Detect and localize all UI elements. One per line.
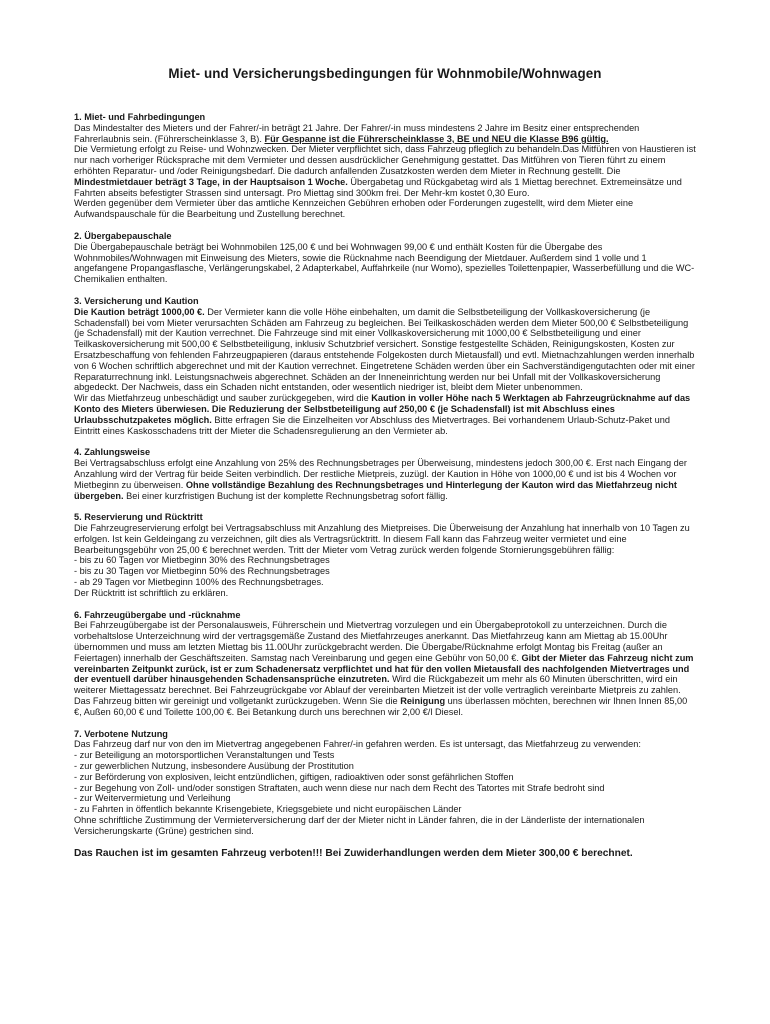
text-run: Übergabetag und Rückgabetag wird als 1 Miettag berechnet. Extremeinsätze und Fahrten abseits befestigter Strassen sind untersagt. Pro Miettag sind 300km frei. Der Mehr-km kostet 0,30 Euro. (74, 176, 682, 198)
section-6 (74, 610, 696, 718)
text-run: - zur gewerblichen Nutzung, insbesondere Ausübung der Prostitution (74, 761, 354, 772)
text-run: Die Kaution beträgt 1000,00 €. (74, 306, 205, 317)
paragraph (74, 458, 696, 501)
text-run: - zur Beteiligung an motorsportlichen Veranstaltungen und Tests (74, 750, 335, 761)
paragraph (74, 793, 696, 804)
text-run: Der Vermieter kann die volle Höhe einbehalten, um damit die Selbstbeteiligung der Vollkaskoversicherung (je Schadensfall) bei vom Mieter verursachten Schäden am Fahrzeug zu begleichen. Bei Teilkaskoschäden werden dem Mieter 500,00 € Selbstbeteiligung (je Schadensfall) mit der Kaution verrechnet. Die Fahrzeuge sind mit einer Vollkaskoversicherung mit 1000,00 € Selbstbeteiligung und einer Teilkaskoversicherung mit 500,00 € Selbstbeteiligung, inklusiv Schutzbrief versichert. Sonstige festgestellte Schäden, Reinigungskosten, Kosten zur Ersatzbeschaffung von fehlenden Fahrzeugpapieren (daraus entstehende Folgekosten durch Mietausfall) und evtl. Mietnachzahlungen werden innerhalb von 6 Wochen schriftlich abgerechnet und mit der Kaution verrechnet. Eingetretene Schäden werden über ein Sachverständigengutachten oder mit einer Reparaturrechnung inkl. Leistungsnachweis abgerechnet. Schäden an der Inneneinrichtung werden nur bei Unfall mit der Vollkaskoversicherung abgedeckt. Der Nachweis, dass ein Schaden nicht entstanden, oder wesentlich niedriger ist, bleibt dem Mieter unbenommen. (74, 306, 695, 393)
text-run: Bei einer kurzfristigen Buchung ist der komplette Rechnungsbetrag sofort fällig. (123, 490, 448, 501)
paragraph (74, 739, 696, 750)
text-run: Kaution in voller Höhe nach 5 Werktagen ab Fahrzeugrücknahme auf das Konto des Mieters überwiesen. Die Reduzierung der Selbstbeteiligung auf 250,00 € (je Schadensfall) ist mit Abschluss eines Urlaubsschutzpaketes möglich. (74, 393, 691, 425)
paragraph (74, 577, 696, 588)
paragraph (74, 566, 696, 577)
text-run: Für Gespanne ist die Führerscheinklasse 3, BE und NEU die Klasse B96 gültig. (264, 133, 609, 144)
text-run: Die Fahrzeugreservierung erfolgt bei Vertragsabschluss mit Anzahlung des Mietpreises. Die Überweisung der Anzahlung hat innerhalb von 10 Tagen zu erfolgen. Ist kein Geldeingang zu verzeichnen, gilt dies als Vertragsrücktritt. In diesem Fall kann das Fahrzeug weiter vermietet und eine Bearbeitungsgebühr von 25,00 € berechnet werden. Tritt der Mieter vom Vetrag zurück werden folgende Stornierungsgebühren fällig: (74, 523, 690, 555)
paragraph (74, 696, 696, 718)
text-run: - zur Beförderung von explosiven, leicht entzündlichen, giftigen, radioaktiven oder sonst gefährlichen Stoffen (74, 771, 514, 782)
paragraph (74, 620, 696, 696)
section-heading: 6. Fahrzeugübergabe und -rücknahme (74, 609, 241, 620)
text-run: - zu Fahrten in öffentlich bekannte Krisengebiete, Kriegsgebiete und nicht europäischen Länder (74, 804, 462, 815)
section-heading: 1. Miet- und Fahrbedingungen (74, 112, 206, 122)
section-heading: 7. Verbotene Nutzung (74, 728, 168, 739)
text-run: Wird die Rückgabezeit um mehr als 60 Minuten überschritten, wird ein weiterer Miettagessatz berechnet. Bei Fahrzeugrückgabe vor Ablauf der vereinbarten Mietzeit ist der volle vertraglich vereinbarte Mietpreis zu zahlen. (74, 674, 681, 696)
section-5 (74, 512, 696, 598)
section-heading: 4. Zahlungsweise (74, 447, 151, 458)
text-run: Die Übergabepauschale beträgt bei Wohnmobilen 125,00 € und bei Wohnwagen 99,00 € und enthält Kosten für die Übergabe des Wohnmobiles/Wohnwagen mit Einweisung des Mieters, sowie die Rücknahme nach Beendigung der Mietdauer. Außerdem sind 1 volle und 1 angefangene Propangasflasche, Verlängerungskabel, 2 Adapterkabel, Auffahrkeile (nur Womo), spezielles Toilettenpapier, Wasserbefüllung und die WC-Chemikalien enthalten. (74, 241, 695, 285)
section-4 (74, 447, 696, 501)
document-title: Miet- und Versicherungsbedingungen für Wohnmobile/Wohnwagen (168, 66, 602, 81)
text-run: Das Fahrzeug darf nur von den im Mietvertrag angegebenen Fahrer/-in gefahren werden. Es ist untersagt, das Mietfahrzeug zu verwenden: (74, 739, 641, 750)
text-run: Bei Fahrzeugübergabe ist der Personalausweis, Führerschein und Mietvertrag vorzulegen und ein Übergabeprotokoll zu unterzeichnen. Durch die vorbehaltslose Unterzeichnung wird der vertragsgemäße Zustand des Mietfahrzeuges anerkannt. Das Mietfahrzeug kann am Miettag ab 15.00Uhr übernommen und muss am letzten Miettag bis 11.00Uhr zurückgebracht werden. Die Übergabe/Rücknahme erfolgt Montag bis Freitag (außer an Feiertagen) innerhalb der Geschäftszeiten. Samstag nach Vereinbarung und gegen eine Gebühr von 50,00 €. (74, 620, 668, 663)
paragraph (74, 555, 696, 566)
text-run: Die Vermietung erfolgt zu Reise- und Wohnzwecken. Der Mieter verpflichtet sich, dass Fahrzeug pfleglich zu behandeln.Das Mitführen von Haustieren ist nur nach vorheriger Rücksprache mit dem Vermieter und dessen ausdrücklicher Genehmigung gestattet. Das Mitführen von Tieren führt zu einem erhöhten Reparatur- und /oder Reinigungsbedarf. Die dadurch anfallenden Zusatzkosten werden dem Mieter in Rechnung gestellt. Die (74, 144, 696, 176)
section-heading: 2. Übergabepauschale (74, 230, 172, 241)
paragraph (74, 523, 696, 555)
document-page (74, 60, 696, 860)
section-heading: 3. Versicherung und Kaution (74, 295, 199, 306)
paragraph (74, 783, 696, 794)
text-run: uns überlassen möchten, berechnen wir Ihnen Innen 85,00 €, Außen 60,00 € und Toilette 100,00 €. Bei Betankung durch uns berechnen wir 2,00 €/l Diesel. (74, 696, 688, 717)
text-run: Reinigung (400, 696, 446, 707)
paragraph (74, 198, 696, 220)
text-run: - zur Begehung von Zoll- und/oder sonstigen Straftaten, auch wenn diese nur nach dem Recht des Tatortes mit Strafe bedroht sind (74, 782, 605, 793)
text-run: Ohne vollständige Bezahlung des Rechnungsbetrages und Hinterlegung der Kauton wird das Mietfahrzeug nicht übergeben. (74, 479, 677, 501)
paragraph (74, 761, 696, 772)
smoking-notice: Das Rauchen ist im gesamten Fahrzeug verboten!!! Bei Zuwiderhandlungen werden dem Mieter 300,00 € berechnet. (74, 847, 633, 859)
section-heading: 5. Reservierung und Rücktritt (74, 512, 203, 523)
text-run: Mindestmietdauer beträgt 3 Tage, in der Hauptsaison 1 Woche. (74, 176, 348, 187)
text-run: - zur Weitervermietung und Verleihung (74, 793, 231, 804)
section-2 (74, 231, 696, 285)
paragraph (74, 804, 696, 815)
text-run: Das Mindestalter des Mieters und der Fahrer/-in beträgt 21 Jahre. Der Fahrer/-in muss mindestens 2 Jahre im Besitz einer entsprechenden Fahrerlaubnis sein. (Führerscheinklasse 3, B). (74, 122, 640, 144)
paragraph (74, 307, 696, 393)
paragraph (74, 144, 696, 198)
text-run: Das Fahrzeug bitten wir gereinigt und vollgetankt zurückzugeben. Wenn Sie die (74, 696, 401, 707)
text-run: - ab 29 Tagen vor Mietbeginn 100% des Rechnungsbetrages. (74, 577, 324, 588)
text-run: Bei Vertragsabschluss erfolgt eine Anzahlung von 25% des Rechnungsbetrages per Überweisung, mindestens jedoch 300,00 €. Erst nach Eingang der Anzahlung wird der Vertrag für beide Seiten verbindlich. Der restliche Mietpreis, zuzügl. der Kaution in Höhe von 1000,00 € und ist bis 4 Wochen vor Mietbeginn zu überweisen. (74, 458, 687, 490)
text-run: Werden gegenüber dem Vermieter über das amtliche Kennzeichen Gebühren erhoben oder Forderungen zugestellt, wird dem Mieter eine Aufwandspauschale für die Bearbeitung und Zustellung berechnet. (74, 198, 634, 220)
paragraph (74, 588, 696, 599)
section-7 (74, 729, 696, 837)
text-run: - bis zu 30 Tagen vor Mietbeginn 50% des Rechnungsbetrages (74, 566, 330, 577)
paragraph (74, 123, 696, 145)
paragraph (74, 393, 696, 436)
section-1 (74, 112, 696, 220)
paragraph (74, 772, 696, 783)
text-run: Der Rücktritt ist schriftlich zu erklären. (74, 587, 229, 598)
sections-container (74, 112, 696, 837)
text-run: Bitte erfragen Sie die Einzelheiten vor Abschluss des Mietvertrages. Bei vorhandenem Urlaub-Schutz-Paket und Eintritt eines Kaskosschadens tritt der Mieter die Schadensregulierung an den Vermieter ab. (74, 414, 670, 436)
section-3 (74, 296, 696, 436)
text-run: Ohne schriftliche Zustimmung der Vermieterversicherung darf der der Mieter nicht in Länder fahren, die in der Länderliste der internationalen Versicherungskarte (Grüne) gestrichen sind. (74, 815, 645, 836)
paragraph (74, 242, 696, 285)
paragraph (74, 750, 696, 761)
text-run: Wir das Mietfahrzeug unbeschädigt und sauber zurückgegeben, wird die (74, 393, 372, 404)
text-run: Gibt der Mieter das Fahrzeug nicht zum vereinbarten Zeitpunkt zurück, ist er zum Schadenersatz verpflichtet und hat für den vollen Mietausfall des nachfolgenden Mietvertrages und der eventuell darüber hinausgehenden Schadensansprüche einzutreten. (74, 652, 694, 685)
text-run: - bis zu 60 Tagen vor Mietbeginn 30% des Rechnungsbetrages (74, 555, 330, 566)
paragraph (74, 815, 696, 837)
